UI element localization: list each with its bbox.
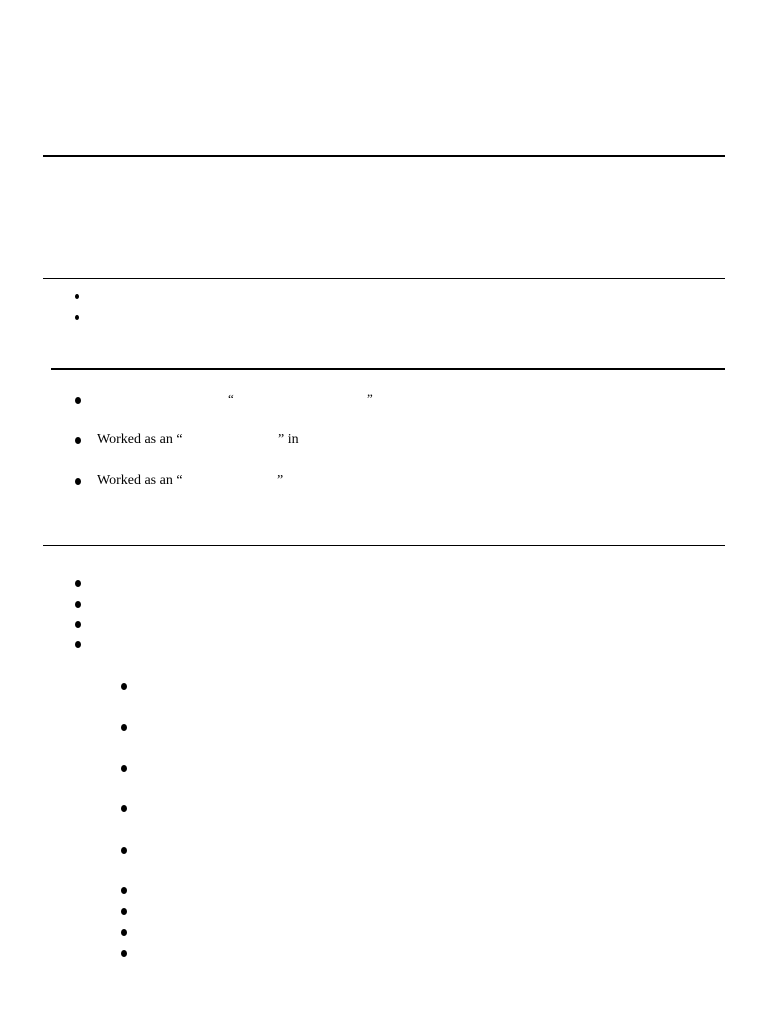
nested-list-bullet xyxy=(121,765,127,772)
experience-item-quote-open: “ xyxy=(228,391,234,406)
nested-list-bullet xyxy=(121,929,127,936)
nested-list-bullet xyxy=(121,683,127,690)
list-bullet xyxy=(75,641,81,648)
experience-item-prefix: Worked as an “ xyxy=(97,473,183,488)
nested-list-bullet xyxy=(121,847,127,854)
list-bullet xyxy=(75,621,81,628)
experience-item-prefix: Worked as an “ xyxy=(97,432,183,447)
list-bullet xyxy=(75,478,81,485)
list-bullet xyxy=(75,397,81,404)
experience-item-suffix: ” in xyxy=(278,432,299,447)
list-bullet xyxy=(75,437,81,444)
nested-list-bullet xyxy=(121,908,127,915)
list-bullet xyxy=(75,315,79,320)
nested-list-bullet xyxy=(121,805,127,812)
section-divider-2 xyxy=(51,368,725,370)
nested-list-bullet xyxy=(121,950,127,957)
list-bullet xyxy=(75,294,79,299)
section-divider-3 xyxy=(43,545,725,546)
header-divider xyxy=(43,155,725,157)
list-bullet xyxy=(75,580,81,587)
nested-list-bullet xyxy=(121,887,127,894)
list-bullet xyxy=(75,601,81,608)
experience-item-suffix: ” xyxy=(277,473,284,488)
nested-list-bullet xyxy=(121,724,127,731)
experience-item-quote-close: ” xyxy=(367,391,373,406)
section-divider-1 xyxy=(43,278,725,279)
